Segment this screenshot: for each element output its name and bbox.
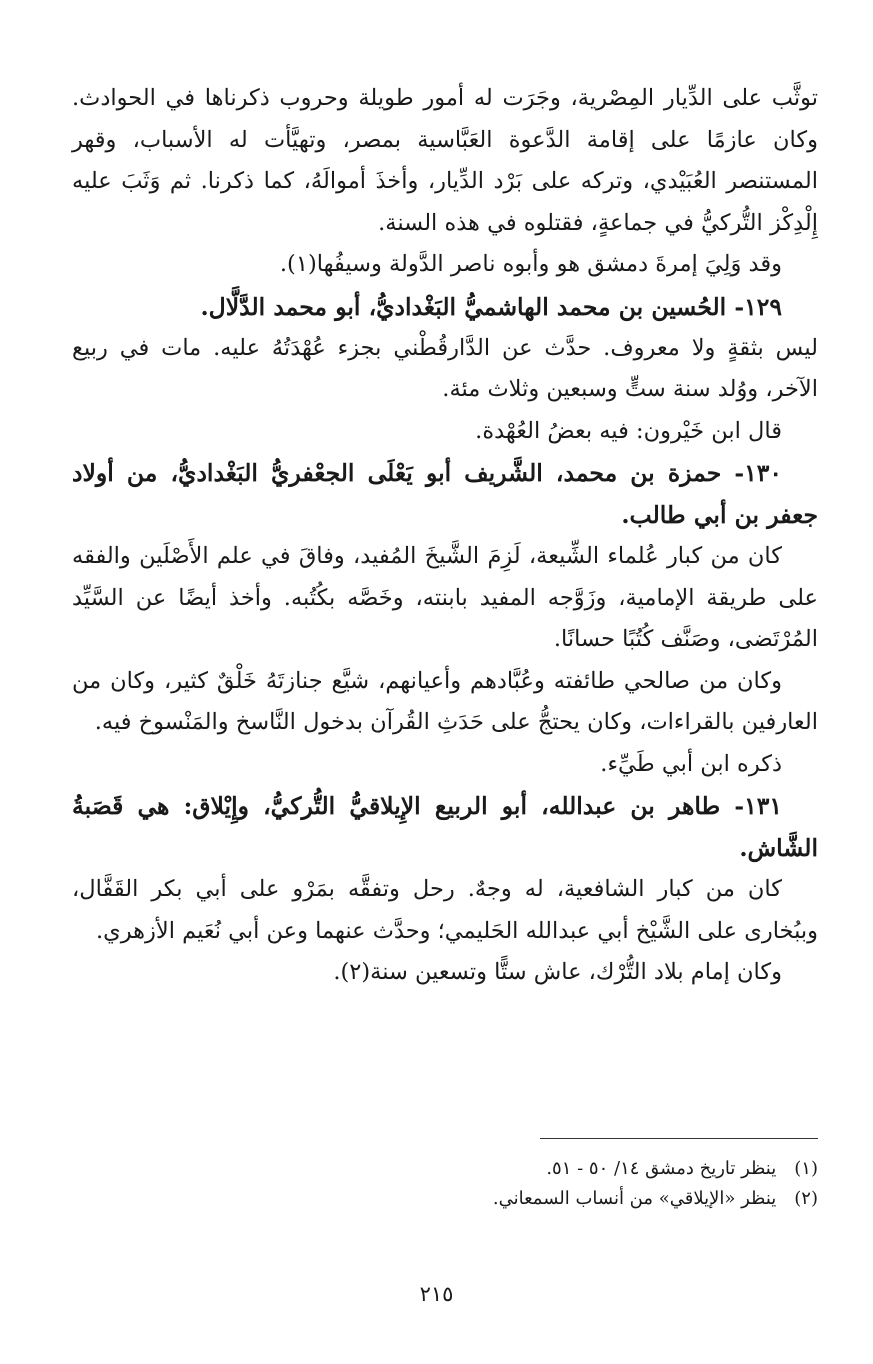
footnote-number: (١) (794, 1158, 818, 1179)
footnote-text: ينظر «الإيلاقي» من أنساب السمعاني. (492, 1188, 777, 1209)
paragraph: كان من كبار عُلماء الشِّيعة، لَزِمَ الشَّيخَ المُفيد، وفاقَ في علم الأَصْلَين والفقه على طريقة الإمامية، وزَوَّجه المفيد بابنته، وخَصَّه بكُتُبه. وأخذ أيضًا عن السَّيِّد المُرْتَضى، وصَنَّف كُتُبًا حسانًا. (72, 543, 818, 652)
paragraph: ليس بثقةٍ ولا معروف. حدَّث عن الدَّارقُطْني بجزء عُهْدَتُهُ عليه. مات في ربيع الآخر، ووُلد سنة ستٍّ وسبعين وثلاث مئة. (72, 334, 818, 402)
page-number: ٢١٥ (419, 1282, 454, 1306)
paragraph: وكان من صالحي طائفته وعُبَّادهم وأعيانهم، شيَّع جنازتَهُ خَلْقٌ كثير، وكان من العارفين بالقراءات، وكان يحتجُّ على حَدَثِ القُرآن بدخول النَّاسخ والمَنْسوخ فيه. (72, 667, 818, 735)
footnote-number: (٢) (794, 1188, 818, 1209)
footnote (72, 1184, 818, 1214)
paragraph: توثَّب على الدِّيار المِصْرية، وجَرَت له أمور طويلة وحروب ذكرناها في الحوادث. وكان عازمًا على إقامة الدَّعوة العَبَّاسية بمصر، وتهيَّأت له الأسباب، وقهر المستنصر العُبَيْدي، وتركه على بَرْد الدِّيار، وأخذَ أموالَهُ، كما ذكرنا. ثم وَثَبَ عليه إِلْدِكْز التُّركيُّ في جماعةٍ، فقتلوه في هذه السنة. (72, 85, 818, 236)
paragraph: قال ابن خَيْرون: فيه بعضُ العُهْدة. (475, 417, 782, 444)
paragraph: ذكره ابن أبي طَيِّء. (600, 750, 782, 777)
footnote-divider (540, 1138, 818, 1139)
paragraph: كان من كبار الشافعية، له وجهٌ. رحل وتفقَّه بمَرْو على أبي بكر القَفَّال، وببُخارى على الشَّيْخ أبي عبدالله الحَليمي؛ وحدَّث عنهما وعن أبي نُعَيم الأزهري. (72, 876, 818, 944)
footnotes (72, 1154, 818, 1214)
paragraph: وقد وَلِيَ إمرةَ دمشق هو وأبوه ناصر الدَّولة وسيفُها(١). (279, 251, 782, 277)
footnote (72, 1154, 818, 1184)
page-body (72, 78, 818, 994)
entry-heading: ١٣٠- حمزة بن محمد، الشَّريف أبو يَعْلَى الجعْفريُّ البَغْداديُّ، من أولاد جعفر بن أبي طالب. (72, 459, 818, 529)
paragraph: وكان إمام بلاد التُّرْك، عاش ستًّا وتسعين سنة(٢). (333, 959, 782, 985)
footnote-text: ينظر تاريخ دمشق ١٤/ ٥٠ - ٥١. (546, 1158, 777, 1179)
entry-heading: ١٢٩- الحُسين بن محمد الهاشميُّ البَغْداديُّ، أبو محمد الدَّلَّال. (200, 292, 782, 321)
entry-heading: ١٣١- طاهر بن عبدالله، أبو الربيع الإِيلاقيُّ التُّركيُّ، وإِيْلاق: هي قَصَبةُ الشَّاش. (72, 792, 818, 862)
